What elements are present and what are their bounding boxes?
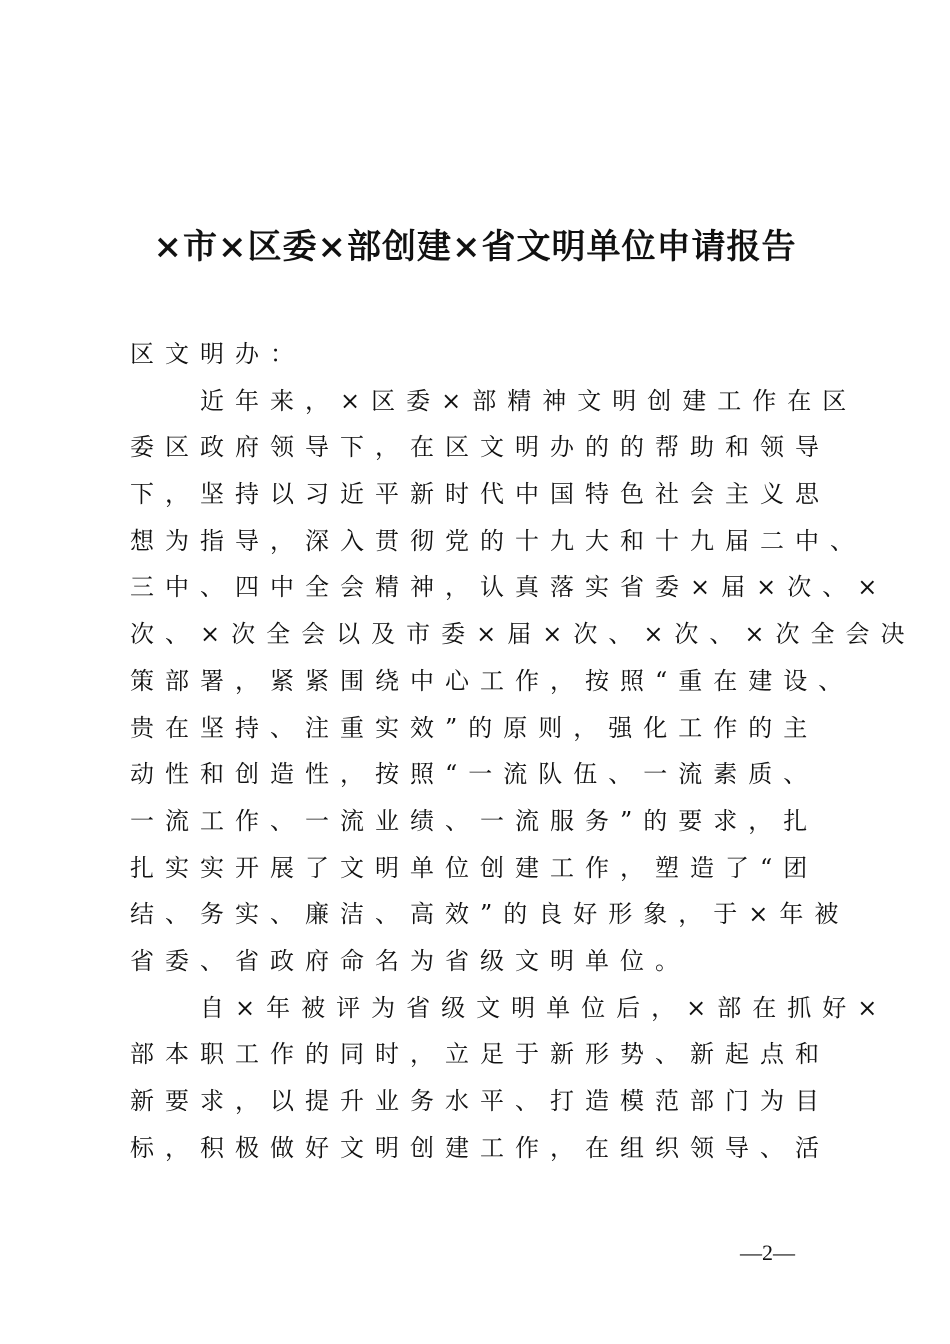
paragraph-line: 新要求，以提升业务水平、打造模范部门为目: [130, 1087, 830, 1115]
paragraph-line: 标，积极做好文明创建工作，在组织领导、活: [130, 1133, 830, 1162]
paragraph-line: 扎实实开展了文明单位创建工作，塑造了“团: [130, 853, 819, 882]
paragraph-line: 下，坚持以习近平新时代中国特色社会主义思: [130, 480, 830, 509]
paragraph-line: 策部署，紧紧围绕中心工作，按照“重在建设、: [130, 666, 854, 695]
paragraph-line: 自×年被评为省级文明单位后，×部在抓好×: [200, 993, 889, 1022]
page-number: —2—: [740, 1240, 795, 1265]
document-body: [130, 331, 916, 1171]
paragraph-line: 省委、省政府命名为省级文明单位。: [130, 946, 690, 975]
paragraph-line: 结、务实、廉洁、高效”的良好形象，于×年被: [130, 900, 850, 929]
salutation: 区文明办：: [130, 340, 305, 368]
paragraph-line: 一流工作、一流业绩、一流服务”的要求，扎: [130, 806, 819, 835]
paragraph-line: 委区政府领导下，在区文明办的的帮助和领导: [130, 433, 830, 462]
paragraph-line: 三中、四中全会精神，认真落实省委×届×次、×: [130, 573, 889, 602]
paragraph-line: 近年来，×区委×部精神文明创建工作在区: [200, 386, 858, 415]
paragraph-2: [130, 985, 889, 1172]
paragraph-line: 次、×次全会以及市委×届×次、×次、×次全会决: [130, 620, 916, 649]
paragraph-1: [130, 378, 916, 985]
paragraph-line: 贵在坚持、注重实效”的原则，强化工作的主: [130, 713, 819, 742]
paragraph-line: 想为指导，深入贯彻党的十九大和十九届二中、: [130, 526, 865, 555]
document-title: ×市×区委×部创建×省文明单位申请报告: [153, 227, 797, 267]
paragraph-line: 动性和创造性，按照“一流队伍、一流素质、: [130, 760, 819, 789]
paragraph-line: 部本职工作的同时，立足于新形势、新起点和: [130, 1040, 830, 1069]
